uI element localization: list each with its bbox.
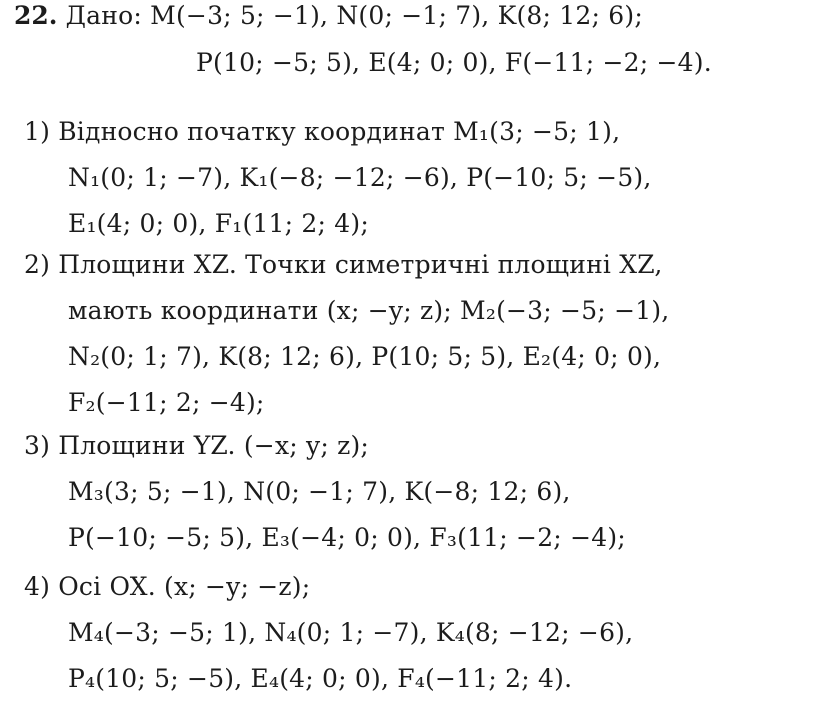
item-2-line-1: 2) Площини XZ. Точки симетричні площині XZ, bbox=[24, 250, 663, 279]
item-1-line-2: N₁(0; 1; −7), K₁(−8; −12; −6), P(−10; 5; −5), bbox=[68, 163, 652, 192]
problem-header-line-1 bbox=[14, 2, 643, 31]
item-3-line-3: P(−10; −5; 5), E₃(−4; 0; 0), F₃(11; −2; −4); bbox=[68, 523, 626, 552]
problem-number: 22. bbox=[14, 1, 58, 30]
item-3-line-2: M₃(3; 5; −1), N(0; −1; 7), K(−8; 12; 6), bbox=[68, 477, 571, 506]
item-3-line-1: 3) Площини YZ. (−x; y; z); bbox=[24, 431, 370, 460]
item-2-line-2: мають координати (x; −y; z); M₂(−3; −5; −1), bbox=[68, 296, 670, 325]
item-4-line-1: 4) Осі OX. (x; −y; −z); bbox=[24, 572, 311, 601]
item-1-line-1: 1) Відносно початку координат M₁(3; −5; 1), bbox=[24, 117, 621, 146]
item-2-line-3: N₂(0; 1; 7), K(8; 12; 6), P(10; 5; 5), E₂(4; 0; 0), bbox=[68, 342, 662, 371]
item-4-line-2: M₄(−3; −5; 1), N₄(0; 1; −7), K₄(8; −12; −6), bbox=[68, 618, 634, 647]
item-4-line-3: P₄(10; 5; −5), E₄(4; 0; 0), F₄(−11; 2; 4). bbox=[68, 664, 573, 693]
item-2-line-4: F₂(−11; 2; −4); bbox=[68, 388, 265, 417]
given-line-1: Дано: M(−3; 5; −1), N(0; −1; 7), K(8; 12; 6); bbox=[65, 1, 643, 30]
given-line-2: P(10; −5; 5), E(4; 0; 0), F(−11; −2; −4). bbox=[196, 48, 712, 77]
item-1-line-3: E₁(4; 0; 0), F₁(11; 2; 4); bbox=[68, 209, 369, 238]
